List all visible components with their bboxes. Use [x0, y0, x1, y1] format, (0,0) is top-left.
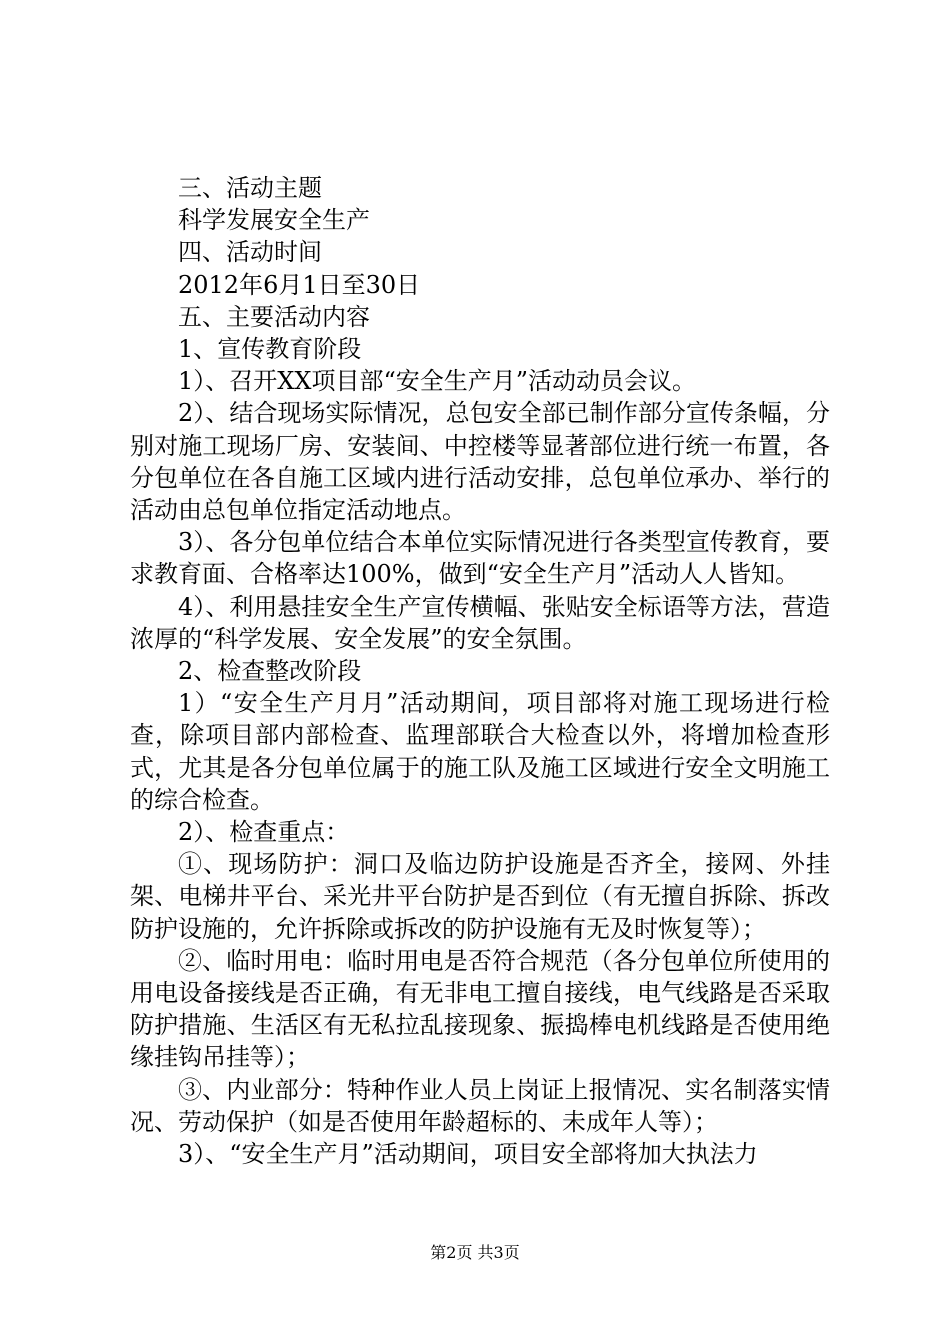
- page-footer: 第2页 共3页: [430, 1243, 520, 1262]
- paragraph-item: 2）、结合现场实际情况，总包安全部已制作部分宣传条幅，分别对施工现场厂房、安装间、中控楼等显著部位进行统一布置，各分包单位在各自施工区域内进行活动安排，总包单位承办、举行的活动由总包单位指定活动地点。: [130, 399, 830, 525]
- subheading-inspection: 2、检查整改阶段: [178, 657, 362, 686]
- paragraph-item: 3）、各分包单位结合本单位实际情况进行各类型宣传教育，要求教育面、合格率达100%，做到“安全生产月”活动人人皆知。: [130, 528, 830, 589]
- section-heading-theme: 三、活动主题: [178, 174, 322, 202]
- document-body: [130, 172, 830, 1170]
- theme-text: 科学发展安全生产: [178, 206, 370, 235]
- paragraph-item: ②、临时用电：临时用电是否符合规范（各分包单位所使用的用电设备接线是否正确，有无非电工擅自接线，电气线路是否采取防护措施、生活区有无私拉乱接现象、振捣棒电机线路是否使用绝缘挂钩吊挂等）；: [130, 946, 830, 1072]
- section-heading-content: 五、主要活动内容: [178, 302, 370, 331]
- paragraph-item: 2）、检查重点：: [178, 818, 350, 847]
- time-text: 2012年6月1日至30日: [178, 270, 421, 299]
- paragraph-item: 1）“安全生产月月”活动期间，项目部将对施工现场进行检查，除项目部内部检查、监理部联合大检查以外，将增加检查形式，尤其是各分包单位属于的施工队及施工区域进行安全文明施工的综合检查。: [130, 689, 830, 814]
- paragraph-item: 1）、召开XX项目部“安全生产月”活动动员会议。: [178, 367, 696, 396]
- paragraph-item: ③、内业部分：特种作业人员上岗证上报情况、实名制落实情况、劳动保护（如是否使用年龄超标的、未成年人等）；: [130, 1075, 830, 1136]
- section-heading-time: 四、活动时间: [178, 238, 322, 267]
- paragraph-item: ①、现场防护：洞口及临边防护设施是否齐全，接网、外挂架、电梯井平台、采光井平台防护是否到位（有无擅自拆除、拆改防护设施的，允许拆除或拆改的防护设施有无及时恢复等）；: [130, 850, 830, 943]
- paragraph-item: 4）、利用悬挂安全生产宣传横幅、张贴安全标语等方法，营造浓厚的“科学发展、安全发展”的安全氛围。: [130, 592, 830, 653]
- subheading-publicity: 1、宣传教育阶段: [178, 335, 362, 364]
- paragraph-item: 3）、“安全生产月”活动期间，项目安全部将加大执法力: [178, 1140, 758, 1169]
